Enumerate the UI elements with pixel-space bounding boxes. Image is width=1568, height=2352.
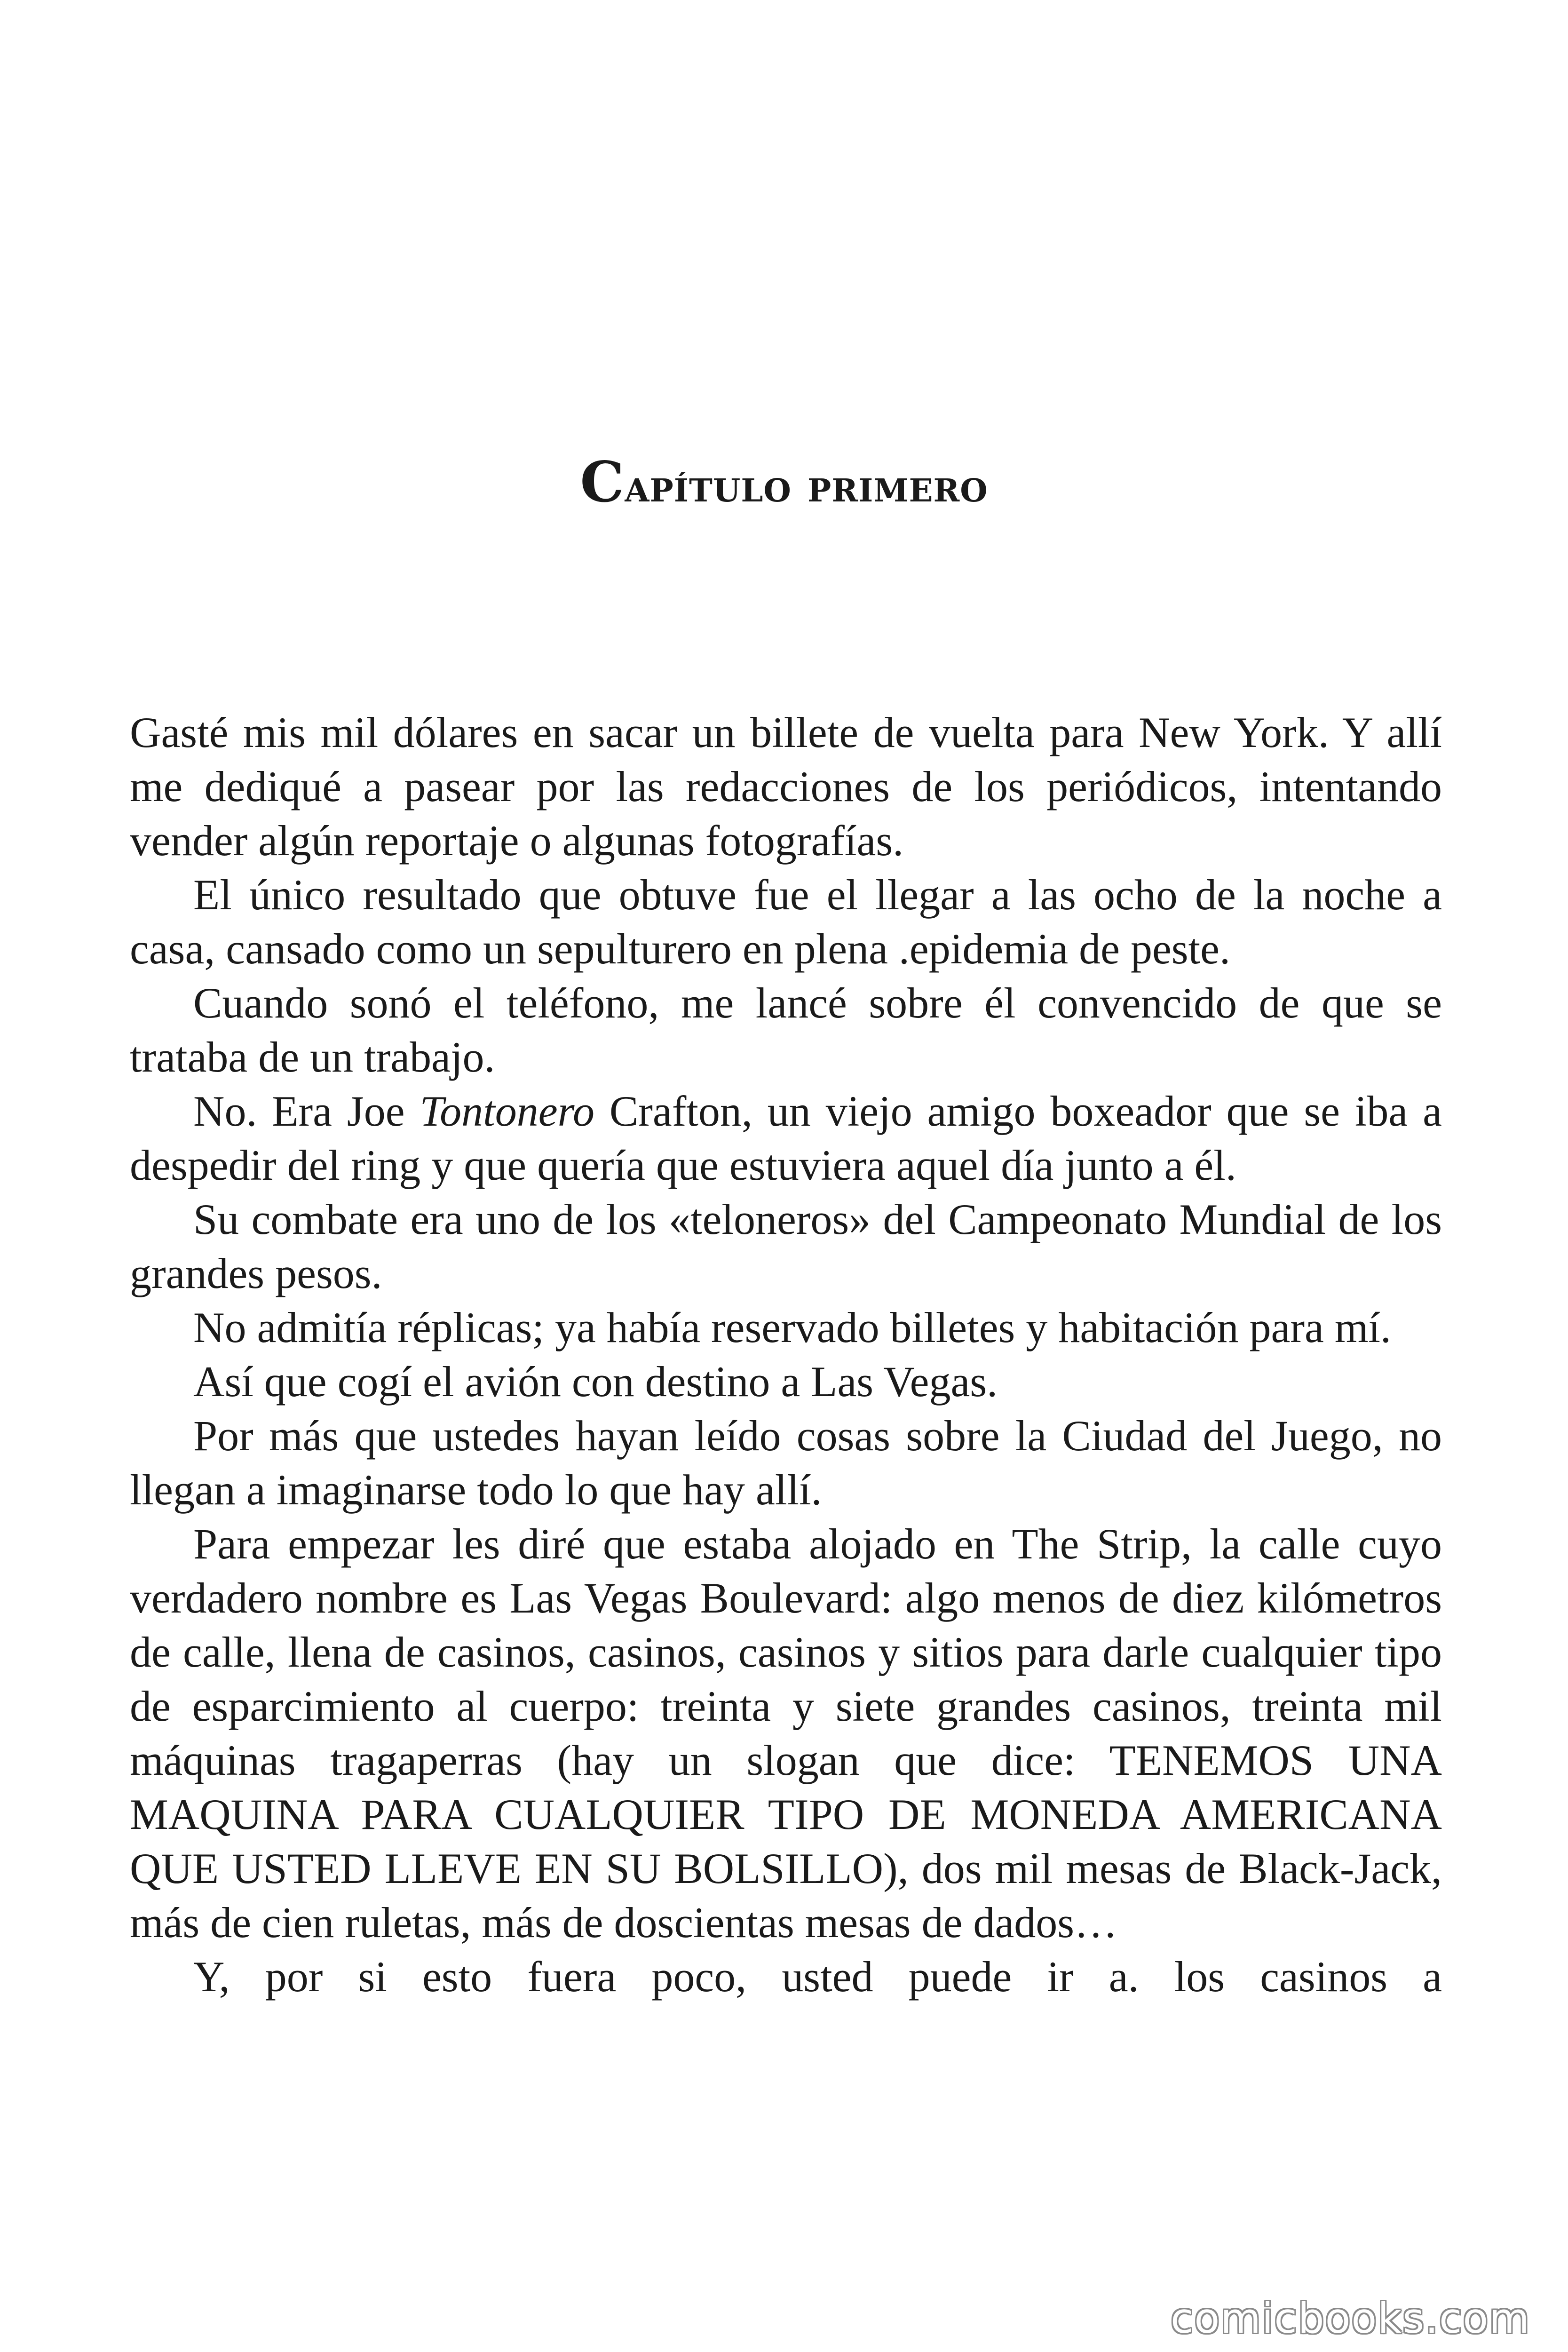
paragraph-8: Por más que ustedes hayan leído cosas sobre la Ciudad del Juego, no llegan a imaginarse todo lo que hay allí. — [130, 1412, 1442, 1514]
paragraph-2: El único resultado que obtuve fue el llegar a las ocho de la noche a casa, cansado como un sepulturero en plena .epidemia de peste. — [130, 871, 1442, 973]
paragraph-6: No admitía réplicas; ya había reservado billetes y habitación para mí. — [193, 1303, 1391, 1351]
nickname-italic: Tontonero — [420, 1087, 594, 1135]
paragraph-9: Para empezar les diré que estaba alojado en The Strip, la calle cuyo verdadero nombre es Las Vegas Boulevard: algo menos de diez kilómetros de calle, llena de casinos, casinos, casinos y sitios para darle cualquier tipo de esparcimiento al cuerpo: treinta y siete grandes casinos, treinta mil máquinas tragaperras (hay un slogan que dice: TENEMOS UNA MAQUINA PARA CUALQUIER TIPO DE MONEDA AMERICANA QUE USTED LLEVE EN SU BOLSILLO), dos mil mesas de Black-Jack, más de cien ruletas, más de doscientas mesas de dados… — [130, 1520, 1442, 1947]
paragraph-4-after: Crafton, un viejo amigo boxeador que se iba a despedir del ring y que quería que estuviera aquel día junto a él. — [130, 1087, 1442, 1189]
chapter-title — [0, 449, 1568, 517]
paragraph-4 — [130, 1084, 1442, 1192]
chapter-title-initial: C — [580, 449, 625, 515]
chapter-title-word2: primero — [807, 460, 988, 512]
paragraph-5: Su combate era uno de los «teloneros» del Campeonato Mundial de los grandes pesos. — [130, 1195, 1442, 1297]
paragraph-3: Cuando sonó el teléfono, me lancé sobre él convencido de que se trataba de un trabajo. — [130, 979, 1442, 1081]
paragraph-10: Y, por si esto fuera poco, usted puede ir a. los casinos a — [193, 1953, 1442, 2001]
watermark-text: comicbooks.com — [1170, 2294, 1530, 2343]
paragraph-4-before: No. Era Joe — [193, 1087, 420, 1135]
paragraph-7: Así que cogí el avión con destino a Las Vegas. — [193, 1358, 998, 1406]
paragraph-1: Gasté mis mil dólares en sacar un billete de vuelta para New York. Y allí me dediqué a pasear por las redacciones de los periódicos, intentando vender algún reportaje o algunas fotografías. — [130, 708, 1442, 865]
chapter-title-word1-rest: apítulo — [625, 460, 792, 512]
chapter-body — [130, 706, 1442, 2004]
